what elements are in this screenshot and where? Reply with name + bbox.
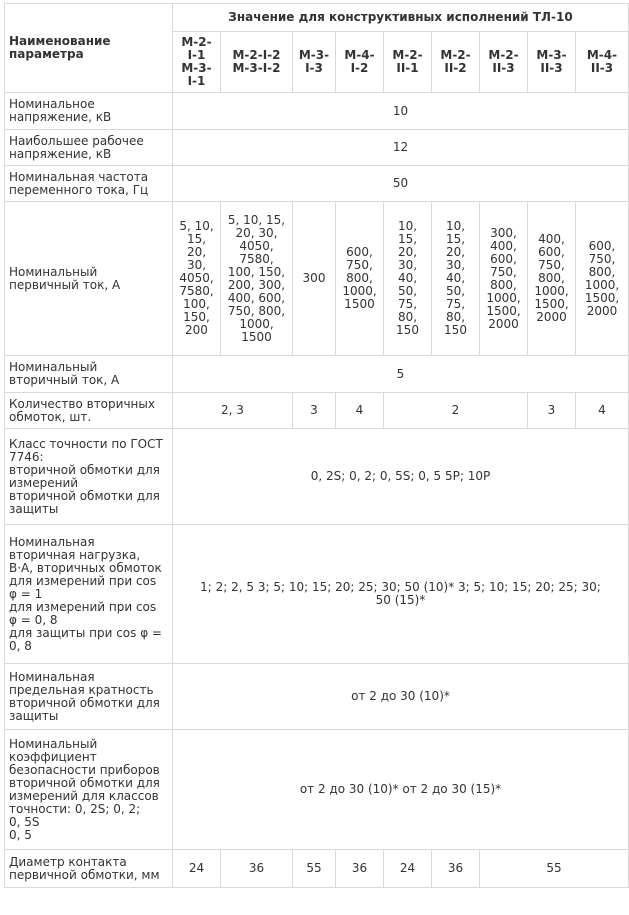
group-column-header: Значение для конструктивных исполнений ТЛ-10 <box>173 4 629 32</box>
param-value: 4 <box>576 393 629 429</box>
variant-header: М-4- I-2 <box>336 32 384 93</box>
table-row-limit-factor <box>5 664 629 730</box>
param-value: от 2 до 30 (10)* <box>173 664 629 730</box>
param-value: 600, 750, 800, 1000, 1500 <box>336 202 384 356</box>
param-name: Номинальное напряжение, кВ <box>5 93 173 130</box>
param-value: 300, 400, 600, 750, 800, 1000, 1500, 2000 <box>480 202 528 356</box>
variant-header: М-3- I-3 <box>293 32 336 93</box>
param-name: Номинальный коэффициент безопасности приборов вторичной обмотки для измерений для классов точности: 0, 2S; 0, 2; 0, 5S 0, 5 <box>5 730 173 850</box>
table-row-safety-factor <box>5 730 629 850</box>
param-value: 600, 750, 800, 1000, 1500, 2000 <box>576 202 629 356</box>
param-value: 2 <box>384 393 528 429</box>
param-value: 24 <box>173 850 221 888</box>
variant-header: М-2- II-3 <box>480 32 528 93</box>
param-value: 5, 10, 15, 20, 30, 4050, 7580, 100, 150, 200 <box>173 202 221 356</box>
header-row <box>5 4 629 32</box>
param-value: 10 <box>173 93 629 130</box>
table-row-voltage <box>5 93 629 130</box>
variant-header: М-4- II-3 <box>576 32 629 93</box>
param-value: 1; 2; 2, 5 3; 5; 10; 15; 20; 25; 30; 50 (10)* 3; 5; 10; 15; 20; 25; 30; 50 (15)* <box>173 525 629 664</box>
param-value: 5, 10, 15, 20, 30, 4050, 7580, 100, 150, 200, 300, 400, 600, 750, 800, 1000, 1500 <box>221 202 293 356</box>
param-name: Количество вторичных обмоток, шт. <box>5 393 173 429</box>
param-value: 36 <box>221 850 293 888</box>
param-name: Номинальный первичный ток, А <box>5 202 173 356</box>
param-name: Класс точности по ГОСТ 7746: вторичной обмотки для измерений вторичной обмотки для защиты <box>5 429 173 525</box>
param-value: 50 <box>173 166 629 202</box>
param-name: Номинальный вторичный ток, А <box>5 356 173 393</box>
table-row-primary-current <box>5 202 629 356</box>
param-value: 300 <box>293 202 336 356</box>
variant-header: М-3- II-3 <box>528 32 576 93</box>
variant-header: М-2- II-1 <box>384 32 432 93</box>
table-row-accuracy <box>5 429 629 525</box>
table-row-frequency <box>5 166 629 202</box>
param-value: 10, 15, 20, 30, 40, 50, 75, 80, 150 <box>384 202 432 356</box>
param-value: 12 <box>173 130 629 166</box>
variant-header: М-2-I-2 М-3-I-2 <box>221 32 293 93</box>
param-value: 3 <box>293 393 336 429</box>
param-value: 55 <box>480 850 629 888</box>
param-value: 2, 3 <box>173 393 293 429</box>
table-row-load <box>5 525 629 664</box>
param-name: Номинальная частота переменного тока, Гц <box>5 166 173 202</box>
param-value: 24 <box>384 850 432 888</box>
table-row-secondary-current <box>5 356 629 393</box>
table-row-windings <box>5 393 629 429</box>
param-column-header: Наименование параметра <box>5 4 173 93</box>
param-value: 5 <box>173 356 629 393</box>
param-value: 4 <box>336 393 384 429</box>
param-value: 400, 600, 750, 800, 1000, 1500, 2000 <box>528 202 576 356</box>
variant-header: М-2- II-2 <box>432 32 480 93</box>
param-value: 10, 15, 20, 30, 40, 50, 75, 80, 150 <box>432 202 480 356</box>
param-name: Диаметр контакта первичной обмотки, мм <box>5 850 173 888</box>
param-value: 55 <box>293 850 336 888</box>
param-name: Наибольшее рабочее напряжение, кВ <box>5 130 173 166</box>
table-row-max-voltage <box>5 130 629 166</box>
param-name: Номинальная предельная кратность вторичной обмотки для защиты <box>5 664 173 730</box>
param-value: 36 <box>432 850 480 888</box>
specification-table <box>4 3 629 888</box>
variant-header: М-2- I-1 М-3- I-1 <box>173 32 221 93</box>
param-name: Номинальная вторичная нагрузка, В·А, вторичных обмоток для измерений при cos φ = 1 для измерений при cos φ = 0, 8 для защиты при cos φ = 0, 8 <box>5 525 173 664</box>
table-row-diameter <box>5 850 629 888</box>
param-value: 36 <box>336 850 384 888</box>
param-value: 0, 2S; 0, 2; 0, 5S; 0, 5 5P; 10P <box>173 429 629 525</box>
param-value: от 2 до 30 (10)* от 2 до 30 (15)* <box>173 730 629 850</box>
param-value: 3 <box>528 393 576 429</box>
